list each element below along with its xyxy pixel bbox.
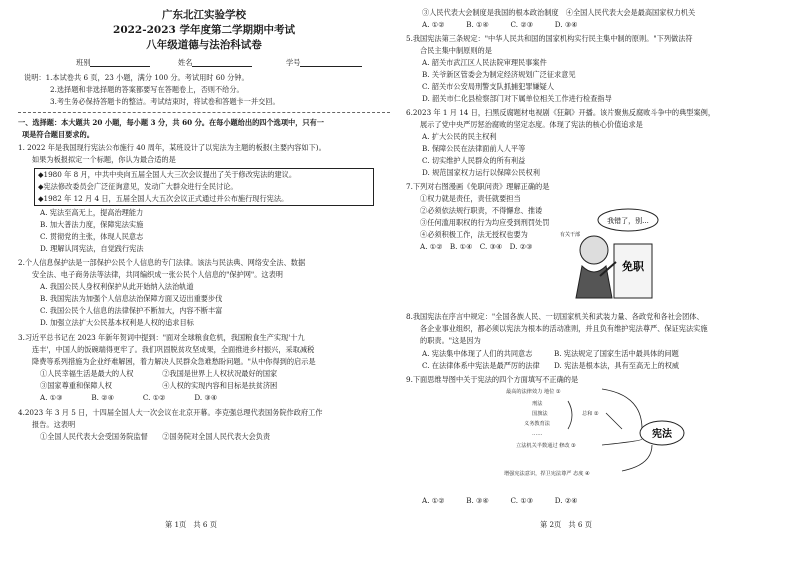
- statement: ②必须依法规行职责，不得懈怠、推诿: [420, 206, 543, 215]
- id-field[interactable]: [286, 58, 362, 67]
- mindmap-node: 增强宪法意识，捍卫宪法尊严 态度 ④: [504, 471, 590, 477]
- section-heading: 一、选择题：本大题共 20 小题，每小题 3 分，共 60 分。在每小题给出的四个选项中，只有一: [18, 118, 324, 127]
- question-line: 各企业事业组织，都必须以宪法为根本的活动准则，并且负有维护宪法尊严、保证宪法实施: [420, 324, 708, 333]
- question-line: 合民主集中制原则的是: [420, 46, 492, 55]
- option: B. 关爷新区管委会为制定经济规划广泛征求意见: [422, 70, 576, 79]
- question-line: 如果为板报拟定一个标题，你认为最合适的是: [32, 155, 176, 164]
- question-line: 5.我国宪法第三条规定："中华人民共和国的国家机构实行民主集中制的原则。"下列做法符: [406, 34, 693, 43]
- mindmap-node: 最高的法律效力 地位 ①: [506, 389, 561, 395]
- mindmap-node: 刑法: [532, 401, 543, 407]
- question-line: 3.习近平总书记在 2023 年新年贺词中提到："面对全球粮食危机，我国粮食生产实现'十九: [18, 333, 305, 342]
- id-label: 学号: [286, 58, 301, 67]
- school-name: 广东北江实验学校: [162, 9, 246, 21]
- statement: ①权力就是责任，责任就要担当: [420, 194, 521, 203]
- mindmap-center: 宪法: [652, 429, 672, 440]
- option: D. 韶关市仁化县检察部门对下属单位相关工作进行检查指导: [422, 94, 612, 103]
- question-line: 1. 2022 年是我国现行宪法公布施行 40 周年，某班设计了以宪法为主题的板报(主要内容如下)。: [18, 143, 326, 152]
- question-line: 连丰'，中国人的饭碗端得更牢了。我们巩固脱贫攻坚成果，全面推进乡村振兴，采取减税: [32, 345, 315, 354]
- option: C. 韶关市公安局刑警支队抓捕犯罪嫌疑人: [422, 82, 555, 91]
- option: C. 贯彻党的主张，体现人民意志: [40, 232, 144, 241]
- option: C. 我国公民个人信息的法律保护不断加大，内容不断丰富: [40, 306, 223, 315]
- question-line: 2.个人信息保护法是一部保护公民个人信息的专门法律。该法与民法典、网络安全法、数据: [18, 258, 306, 267]
- option: A. 宪法至高无上，提高治理能力: [40, 208, 144, 217]
- question-line: 8.我国宪法在序言中规定："全国各族人民、一切国家机关和武装力量、各政党和各社会团体、: [406, 312, 704, 321]
- option: B. 我国宪法为加强个人信息法治保障方面又迈出重要步伐: [40, 294, 223, 303]
- class-field[interactable]: [76, 58, 150, 67]
- question-line: 降费等系列措施为企业纾难解困，着力解决人民群众急难愁盼问题。"从中你得到的启示是: [32, 357, 316, 366]
- page-footer-right: 第 2页 共 6 页: [540, 520, 592, 529]
- question-line: 报告。这表明: [32, 420, 76, 429]
- question-line: 安全法、电子商务法等法律，共同编织成一张公民个人信息的"保护网"。这表明: [32, 270, 283, 279]
- page-footer-left: 第 1页 共 6 页: [165, 520, 217, 529]
- statement: ③任何滥用职权的行为均应受到刑罚处罚: [420, 218, 550, 227]
- option: ①全国人民代表大会受国务院监督 ②国务院对全国人民代表大会负责: [40, 432, 271, 441]
- option: D. 规范国家权力运行以保障公民权利: [422, 168, 540, 177]
- cartoon-illustration: [554, 206, 662, 302]
- question-line: 的职责。"这是因为: [420, 336, 481, 345]
- box-line: ◆1982 年 12 月 4 日，五届全国人大五次会议正式通过并公布施行现行宪法。: [38, 194, 289, 203]
- section-heading: 项是符合题目要求的。: [22, 130, 94, 139]
- option: C. 在法律体系中宪法是最严厉的法律 D. 宪法是根本法，具有至高无上的权威: [422, 361, 680, 370]
- option: ③国家尊重和保障人权 ④人权的实现内容和目标是扶贫济困: [40, 381, 278, 390]
- option: A. 扩大公民的民主权利: [422, 132, 497, 141]
- option: A. ①③ B. ②④ C. ①② D. ③④: [40, 393, 218, 402]
- mindmap-node: 义务教育法: [524, 421, 550, 427]
- option: D. 加强立法扩大公民基本权利是人权的追求目标: [40, 318, 194, 327]
- exam-page-2: [406, 0, 778, 532]
- question-line: 6.2023 年 1 月 14 日，扫黑反腐题材电视剧《狂飙》开播。该片聚焦反腐败斗争中的典型案例，: [406, 108, 716, 117]
- mind-map-diagram: [502, 385, 702, 489]
- option: ③人民代表大会制度是我国的根本政治制度 ④全国人民代表大会是最高国家权力机关: [422, 8, 696, 17]
- class-label: 班别: [76, 58, 91, 67]
- option: ①人民幸福生活是最大的人权 ②我国是世界上人权状况最好的国家: [40, 369, 278, 378]
- name-field[interactable]: [178, 58, 252, 67]
- option: A. 我国公民人身权利保护从此开始纳入法治轨道: [40, 282, 194, 291]
- cartoon-caption: 有关干部: [560, 232, 581, 238]
- mindmap-node: 总和 ②: [582, 411, 599, 417]
- cartoon-bubble: 我错了，别...: [607, 217, 649, 225]
- mindmap-node: 国旗法: [532, 411, 548, 417]
- instruction-line: 3.考生务必保持答题卡的整洁。考试结束时，将试卷和答题卡一并交回。: [50, 97, 280, 106]
- name-label: 姓名: [178, 58, 193, 67]
- instruction-line: 2.选择题和非选择题的答案都要写在答题卷上，否则不给分。: [50, 85, 244, 94]
- option: C. 切实维护人民群众的所有利益: [422, 156, 526, 165]
- mindmap-node: 立法机关半数通过 修改 ③: [516, 443, 576, 449]
- box-line: ◆1980 年 8 月，中共中央向五届全国人大三次会议提出了关于修改宪法的建议。: [38, 170, 297, 179]
- option: D. 理解认同宪法，自觉践行宪法: [40, 244, 144, 253]
- option: B. 保障公民在法律面前人人平等: [422, 144, 526, 153]
- option: B. 加大普法力度，保障宪法实施: [40, 220, 144, 229]
- cartoon-sign: 免职: [622, 260, 644, 273]
- box-line: ◆宪法修改委员会广泛征询意见，发动广大群众进行全民讨论。: [38, 182, 238, 191]
- question-line: 展示了党中央严厉惩治腐败的坚定态度。体现了宪法的核心价值追求是: [420, 120, 643, 129]
- exam-subject: 八年级道德与法治科试卷: [146, 39, 262, 51]
- question-line: 9.下面思维导图中关于宪法的四个方面填写不正确的是: [406, 375, 579, 384]
- question-line: 7.下列对右图漫画《免职问责》理解正确的是: [406, 182, 550, 191]
- option: A. ①② B. ①④ C. ③④ D. ②③: [420, 242, 533, 251]
- exam-term: 2022-2023 学年度第二学期期中考试: [113, 24, 295, 36]
- option: A. 宪法集中体现了人们的共同意志 B. 宪法规定了国家生活中最具体的问题: [422, 349, 679, 358]
- exam-page-1: [18, 0, 390, 532]
- option: A. ①② B. ①④ C. ②③ D. ③④: [422, 20, 578, 29]
- option: A. ①② B. ③④ C. ①③ D. ②④: [422, 496, 578, 505]
- mindmap-node: ……: [532, 431, 543, 437]
- instruction-line: 说明：1.本试卷共 6 页，23 小题，满分 100 分。考试用时 60 分钟。: [24, 73, 249, 82]
- divider: [18, 112, 390, 113]
- option: A. 韶关市武江区人民法院审理民事案件: [422, 58, 547, 67]
- question-line: 4.2023 年 3 月 5 日，十四届全国人大一次会议在北京开幕。李克强总理代表国务院作政府工作: [18, 408, 323, 417]
- statement: ④必须积极工作，法无授权也要为: [420, 230, 528, 239]
